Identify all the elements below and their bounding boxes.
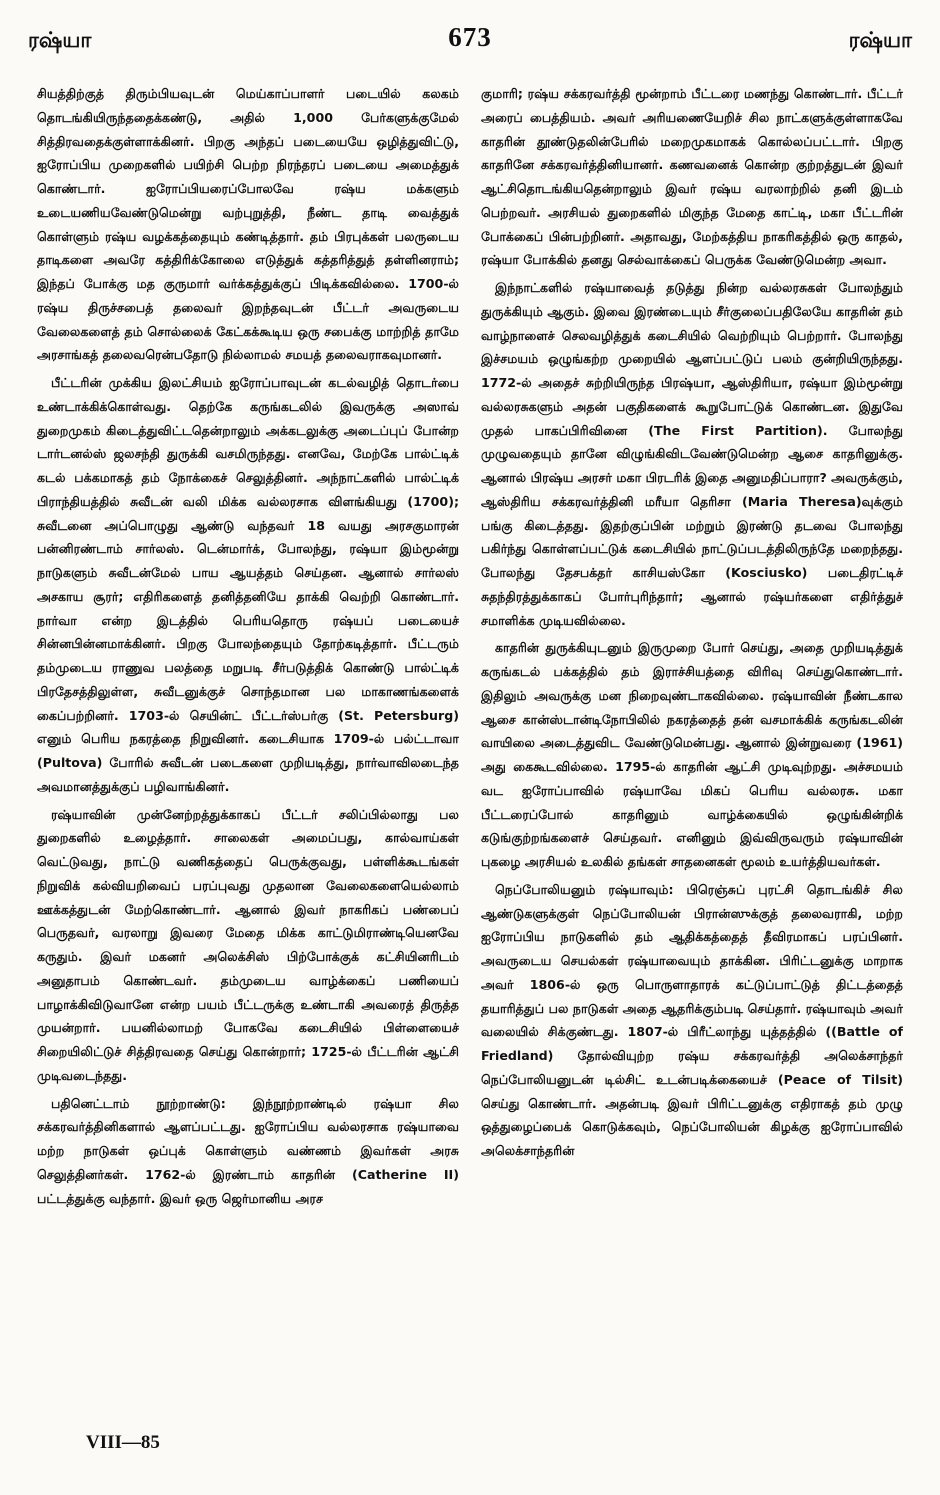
volume-page-footer: VIII—85 bbox=[86, 1432, 160, 1453]
paragraph: பீட்டரின் முக்கிய இலட்சியம் ஐரோப்பாவுடன் கடல்வழித் தொடர்பை உண்டாக்கிக்கொள்வது. தெற்கே கருங்கடலில் இவருக்கு அஸாவ் துறைமுகம் கிடைத்துவிட்டதென்றாலும் அக்கடலுக்கு அடைப்புப் போன்ற டார்டனல்ஸ் ஜலசந்தி துருக்கி வசமிருந்தது. எனவே, மேற்கே பால்ட்டிக் கடல் பக்கமாகத் தம் நோக்கைச் செலுத்தினர். அந்நாட்களில் பால்ட்டிக் பிராந்தியத்தில் சுவீடன் வலி மிக்க வல்லரசாக விளங்கியது (1700); சுவீடனை அப்பொழுது ஆண்டு வந்தவர் 18 வயது அரசகுமாரன் பன்னிரண்டாம் சார்லஸ். டென்மார்க், போலந்து, ரஷ்யா இம்மூன்று நாடுகளும் சுவீடன்மேல் பாய ஆயத்தம் செய்தன. ஆனால் சார்லஸ் அசகாய சூரர்; எதிரிகளைத் தனித்தனியே தாக்கி வெற்றி கொண்டார். நார்வா என்ற இடத்தில் பெரியதொரு ரஷ்யப் படையைச் சின்னபின்னமாக்கினர். பிறகு போலந்தையும் தோற்கடித்தார். பீட்டரும் தம்முடைய ராணுவ பலத்தை மறுபடி சீர்படுத்திக் கொண்டு பால்ட்டிக் பிரதேசத்திலுள்ள, சுவீடனுக்குச் சொந்தமான பல மாகாணங்களைக் கைப்பற்றினர். 1703-ல் செயின்ட் பீட்டர்ஸ்பர்கு (St. Petersburg) எனும் பெரிய நகரத்தை நிறுவினர். கடைசியாக 1709-ல் பல்ட்டாவா (Pultova) போரில் சுவீடன் படைகளை முறியடித்து, நார்வாவிலடைந்த அவமானத்துக்குப் பழிவாங்கினர். bbox=[37, 375, 459, 794]
page-number: 673 bbox=[448, 22, 492, 52]
paragraph: காதரின் துருக்கியுடனும் இருமுறை போர் செய்து, அதை முறியடித்துக் கருங்கடல் பக்கத்தில் தம் இராச்சியத்தை விரிவு செய்துகொண்டார். இதிலும் அவருக்கு மன நிறைவுண்டாகவில்லை. ரஷ்யாவின் நீண்டகால ஆசை கான்ஸ்டான்டிநோபிலில் நகரத்தைத் தன் வசமாக்கிக் கருங்கடலின் வாயிலை அடைத்துவிட வேண்டுமென்பது. ஆனால் இன்றுவரை (1961) அது கைகூடவில்லை. 1795-ல் காதரின் ஆட்சி முடிவுற்றது. அச்சமயம் வட ஐரோப்பாவில் ரஷ்யாவே மிகப் பெரிய வல்லரசு. மகா பீட்டரைப்போல் காதரினும் வாழ்க்கையில் ஒழுங்கின்றிக் கடுங்குற்றங்களைச் செய்தவர். எனினும் இவ்விருவரும் ரஷ்யாவின் புகழை அரசியல் உலகில் தங்கள் சாதனைகள் மூலம் உயர்த்தியவர்கள். bbox=[481, 640, 903, 869]
page-header bbox=[20, 22, 920, 62]
left-column bbox=[37, 82, 459, 1452]
paragraph: நெப்போலியனும் ரஷ்யாவும்: பிரெஞ்சுப் புரட்சி தொடங்கிச் சில ஆண்டுகளுக்குள் நெப்போலியன் பிரான்ஸுக்குத் தலைவராகி, மற்ற ஐரோப்பிய நாடுகளில் தம் ஆதிக்கத்தைத் தீவிரமாகப் பரப்பினர். அவருடைய செயல்கள் ரஷ்யாவையும் தாக்கின. பிரிட்டனுக்கு மாறாக அவர் 1806-ல் ஒரு பொருளாதாரக் கட்டுப்பாட்டுத் திட்டத்தைத் தயாரித்துப் பல நாடுகள் அதை ஆதரிக்கும்படி செய்தார். ரஷ்யாவும் அவர் வலையில் சிக்குண்டது. 1807-ல் பிரீட்லாந்து யுத்தத்தில் ((Battle of Friedland) தோல்வியுற்ற ரஷ்ய சக்கரவர்த்தி அலெக்சாந்தர் நெப்போலியனுடன் டில்சிட் உடன்படிக்கையைச் (Peace of Tilsit) செய்து கொண்டார். அதன்படி இவர் பிரிட்டனுக்கு எதிராகத் தம் முழு ஒத்துழைப்பைக் கொடுக்கவும், நெப்போலியன் கிழக்கு ஐரோப்பாவில் அலெக்சாந்தரின் bbox=[481, 881, 903, 1158]
paragraph: சியத்திற்குத் திரும்பியவுடன் மெய்காப்பாளர் படையில் கலகம் தொடங்கியிருந்ததைக்கண்டு, அதில் 1,000 பேர்களுக்குமேல் சித்திரவதைக்குள்ளாக்கினர். பிறகு அந்தப் படையையே ஒழித்துவிட்டு, ஐரோப்பிய முறைகளில் பயிற்சி பெற்ற நிரந்தரப் படையை அமைத்துக் கொண்டார். ஐரோப்பியரைப்போலவே ரஷ்ய மக்களும் உடையணியவேண்டுமென்று வற்புறுத்தி, நீண்ட தாடி வைத்துக் கொள்ளும் ரஷ்ய வழக்கத்தையும் கண்டித்தார். தம் பிரபுக்கள் பலருடைய தாடிகளை அவரே கத்திரிக்கோலை எடுத்துக் கத்தரித்துத் தள்ளினராம்; இந்தப் போக்கு மத குருமார் வர்க்கத்துக்குப் பிடிக்கவில்லை. 1700-ல் ரஷ்ய திருச்சபைத் தலைவர் இறந்தவுடன் பீட்டர் அவருடைய வேலைகளைத் தம் சொல்லைக் கேட்கக்கூடிய ஒரு சபைக்கு மாற்றித் தாமே அரசாங்கத் தலைவரென்பதோடு நில்லாமல் சமயத் தலைவராகவுமானர். bbox=[37, 86, 459, 363]
right-column bbox=[481, 82, 903, 1452]
paragraph: ரஷ்யாவின் முன்னேற்றத்துக்காகப் பீட்டர் சலிப்பில்லாது பல துறைகளில் உழைத்தார். சாலைகள் அமைப்பது, கால்வாய்கள் வெட்டுவது, நாட்டு வணிகத்தைப் பெருக்குவது, பள்ளிக்கூடங்கள் நிறுவிக் கல்வியறிவைப் பரப்புவது முதலான வேலைகளையெல்லாம் ஊக்கத்துடன் மேற்கொண்டார். ஆனால் இவர் நாகரிகப் பண்பைப் பெருதவர், வரலாறு இவரை மேதை மிக்க காட்டுமிராண்டியெனவே கருதும். இவர் மகனர் அலெக்சிஸ் பிற்போக்குக் கட்சியினரிடம் அனுதாபம் கொண்டவர். தம்முடைய வாழ்க்கைப் பணியைப் பாழாக்கிவிடுவானே என்ற பயம் பீட்டருக்கு உண்டாகி அவரைத் திருத்த முயன்றார். பயனில்லாமற் போகவே கடைசியில் பிள்ளையைச் சிறையிலிட்டுச் சித்திரவதை செய்து கொன்றார்; 1725-ல் பீட்டரின் ஆட்சி முடிவடைந்தது. bbox=[37, 806, 459, 1083]
running-head-right: ரஷ்யா bbox=[848, 28, 912, 52]
paragraph: பதினெட்டாம் நூற்றாண்டு: இந்நூற்றாண்டில் ரஷ்யா சில சக்கரவர்த்தினிகளால் ஆளப்பட்டது. ஐரோப்பிய வல்லரசாக ரஷ்யாவை மற்ற நாடுகள் ஒப்புக் கொள்ளும் வண்ணம் இவர்கள் அரசு செலுத்தினர்கள். 1762-ல் இரண்டாம் காதரின் (Catherine II) பட்டத்துக்கு வந்தார். இவர் ஒரு ஜெர்மானிய அரச bbox=[37, 1095, 459, 1206]
paragraph: இந்நாட்களில் ரஷ்யாவைத் தடுத்து நின்ற வல்லரசுகள் போலந்தும் துருக்கியும் ஆகும். இவை இரண்டையும் சீர்குலைப்பதிலேயே காதரின் தம் வாழ்நாளைச் செலவழித்துக் கடைசியில் வெற்றியும் பெற்றார். போலந்து இச்சமயம் ஒழுங்கற்ற முறையில் ஆளப்பட்டுப் பலம் குன்றியிருந்தது. 1772-ல் அதைச் சுற்றியிருந்த பிரஷ்யா, ஆஸ்திரியா, ரஷ்யா இம்மூன்று வல்லரசுகளும் அதன் பகுதிகளைக் கூறுபோட்டுக் கொண்டன. இதுவே முதல் பாகப்பிரிவினை (The First Partition). போலந்து முழுவதையும் தானே விழுங்கிவிடவேண்டுமென்ற ஆசை காதரினுக்கு. ஆனால் பிரஷ்ய அரசர் மகா பிரடரிக் இதை அனுமதிப்பாரா? அவருக்கும், ஆஸ்திரிய சக்கரவர்த்தினி மரீயா தெரிசா (Maria Theresa)வுக்கும் பங்கு கிடைத்தது. இதற்குப்பின் மற்றும் இரண்டு தடவை போலந்து பகிர்ந்து கொள்ளப்பட்டுக் கடைசியில் நாட்டுப்படத்திலிருந்தே மறைந்தது. போலந்து தேசபக்தர் காசியஸ்கோ (Kosciusko) படைதிரட்டிச் சுதந்திரத்துக்காகப் போர்புரிந்தார்; ஆனால் ரஷ்யர்களை எதிர்த்துச் சமாளிக்க முடியவில்லை. bbox=[481, 280, 903, 628]
running-head-left: ரஷ்யா bbox=[28, 28, 92, 52]
paragraph: குமாரி; ரஷ்ய சக்கரவர்த்தி மூன்றாம் பீட்டரை மணந்து கொண்டார். பீட்டர் அரைப் பைத்தியம். அவர் அரியணையேறிச் சில நாட்களுக்குள்ளாகவே காதரின் தூண்டுதலின்பேரில் மறைமுகமாகக் கொல்லப்பட்டார். பிறகு காதரினே சக்கரவர்த்தினியானர். கணவனைக் கொன்ற குற்றத்துடன் இவர் ஆட்சிதொடங்கியதென்றாலும் இவர் ரஷ்ய வரலாற்றில் தனி இடம் பெற்றவர். அரசியல் துறைகளில் மிகுந்த மேதை காட்டி, மகா பீட்டரின் போக்கைப் பின்பற்றினர். அதாவது, மேற்கத்திய நாகரிகத்தில் ஒரு காதல், ரஷ்யா போக்கில் தனது செல்வாக்கைப் பெருக்க வேண்டுமென்ற அவா. bbox=[481, 86, 903, 268]
